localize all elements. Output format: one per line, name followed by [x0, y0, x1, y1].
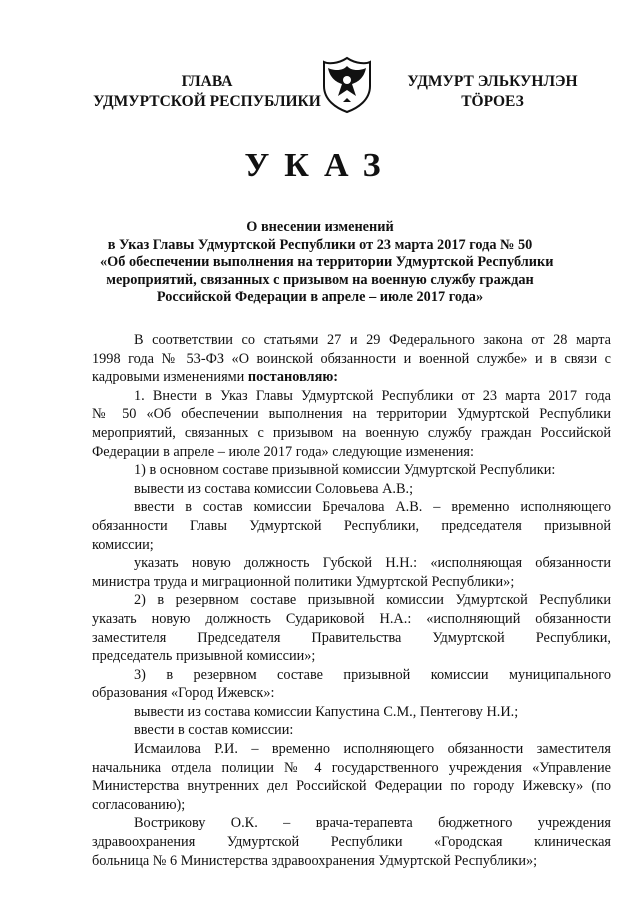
body-line: 1) в основном составе призывной комиссии Удмуртской Республики:	[134, 462, 556, 479]
body-line: Вострикову О.К. – врача-терапевта бюджетного учреждения	[134, 815, 611, 832]
subject-line: в Указ Главы Удмуртской Республики от 23 марта 2017 года № 50	[107, 236, 533, 253]
body-line: начальника отдела полиции № 4 государственного учреждения «Управление	[92, 759, 611, 776]
body-line: ввести в состав комиссии:	[134, 722, 294, 739]
body-line	[92, 368, 611, 387]
subject-line: Российской Федерации в апреле – июле 2017 года»	[156, 289, 484, 306]
body-line: вывести из состава комиссии Капустина С.М., Пентегову Н.И.;	[134, 703, 519, 720]
body-line: председатель призывной комиссии»;	[92, 648, 316, 665]
body-line: ввести в состав комиссии Бречалова А.В. – временно исполняющего	[134, 499, 611, 516]
body-line: согласованию);	[92, 796, 186, 813]
body-line: 3) в резервном составе призывной комиссии муниципального	[134, 666, 611, 683]
header-right-line1: УДМУРТ ЭЛЬКУНЛЭН	[407, 73, 578, 90]
header-left-line2: УДМУРТСКОЙ РЕСПУБЛИКИ	[93, 93, 321, 110]
decree-keyword: постановляю:	[247, 369, 339, 386]
udmurt-coat-of-arms-icon	[322, 56, 372, 114]
body-line: указать новую должность Губской Н.Н.: «исполняющая обязанности	[134, 555, 611, 572]
body-text: кадровыми изменениями	[92, 369, 248, 386]
subject-line: О внесении изменений	[246, 219, 394, 235]
body-line: Министерства внутренних дел Российской Федерации по городу Ижевску» (по	[92, 778, 611, 795]
subject-line: мероприятий, связанных с призывом на военную службу граждан	[106, 271, 534, 288]
body-line: здравоохранения Удмуртской Республики «Городская клиническая	[92, 834, 611, 851]
document-title: УКАЗ	[244, 147, 396, 184]
body-line: Федерации в апреле – июле 2017 года» следующие изменения:	[92, 443, 474, 460]
body-line: 2) в резервном составе призывной комиссии Удмуртской Республики	[134, 592, 611, 609]
body-line: № 50 «Об обеспечении выполнения на территории Удмуртской Республики	[92, 406, 611, 423]
header-left	[82, 72, 332, 112]
header-left-line1: ГЛАВА	[181, 73, 233, 90]
body-line: мероприятий, связанных с призывом на военную службу граждан Российской	[92, 424, 611, 441]
body-line: больница № 6 Министерства здравоохранения Удмуртской Республики»;	[92, 852, 538, 869]
header-right-line2: ТÖРОЕЗ	[461, 93, 524, 110]
subject-line: «Об обеспечении выполнения на территории Удмуртской Республики	[100, 254, 554, 271]
body-line: 1. Внести в Указ Главы Удмуртской Республики от 23 марта 2017 года	[134, 387, 611, 404]
body-line: 1998 года № 53-ФЗ «О воинской обязанности и военной службе» и в связи с	[92, 350, 611, 367]
body-line: Исмаилова Р.И. – временно исполняющего обязанности заместителя	[134, 741, 611, 758]
body-line: указать новую должность Судариковой Н.А.: «исполняющий обязанности	[92, 610, 611, 627]
body-line: министра труда и миграционной политики Удмуртской Республики»;	[92, 573, 515, 590]
header-right	[385, 72, 600, 112]
body-line: образования «Город Ижевск»:	[92, 685, 275, 702]
body-line: заместителя Председателя Правительства Удмуртской Республики,	[92, 629, 611, 646]
document-body	[92, 331, 611, 870]
body-line: комиссии;	[92, 536, 154, 553]
document-subject	[100, 219, 554, 307]
body-line: В соответствии со статьями 27 и 29 Федерального закона от 28 марта	[134, 332, 611, 348]
body-line: вывести из состава комиссии Соловьева А.В.;	[134, 480, 414, 497]
body-line: обязанности Главы Удмуртской Республики, председателя призывной	[92, 517, 611, 534]
